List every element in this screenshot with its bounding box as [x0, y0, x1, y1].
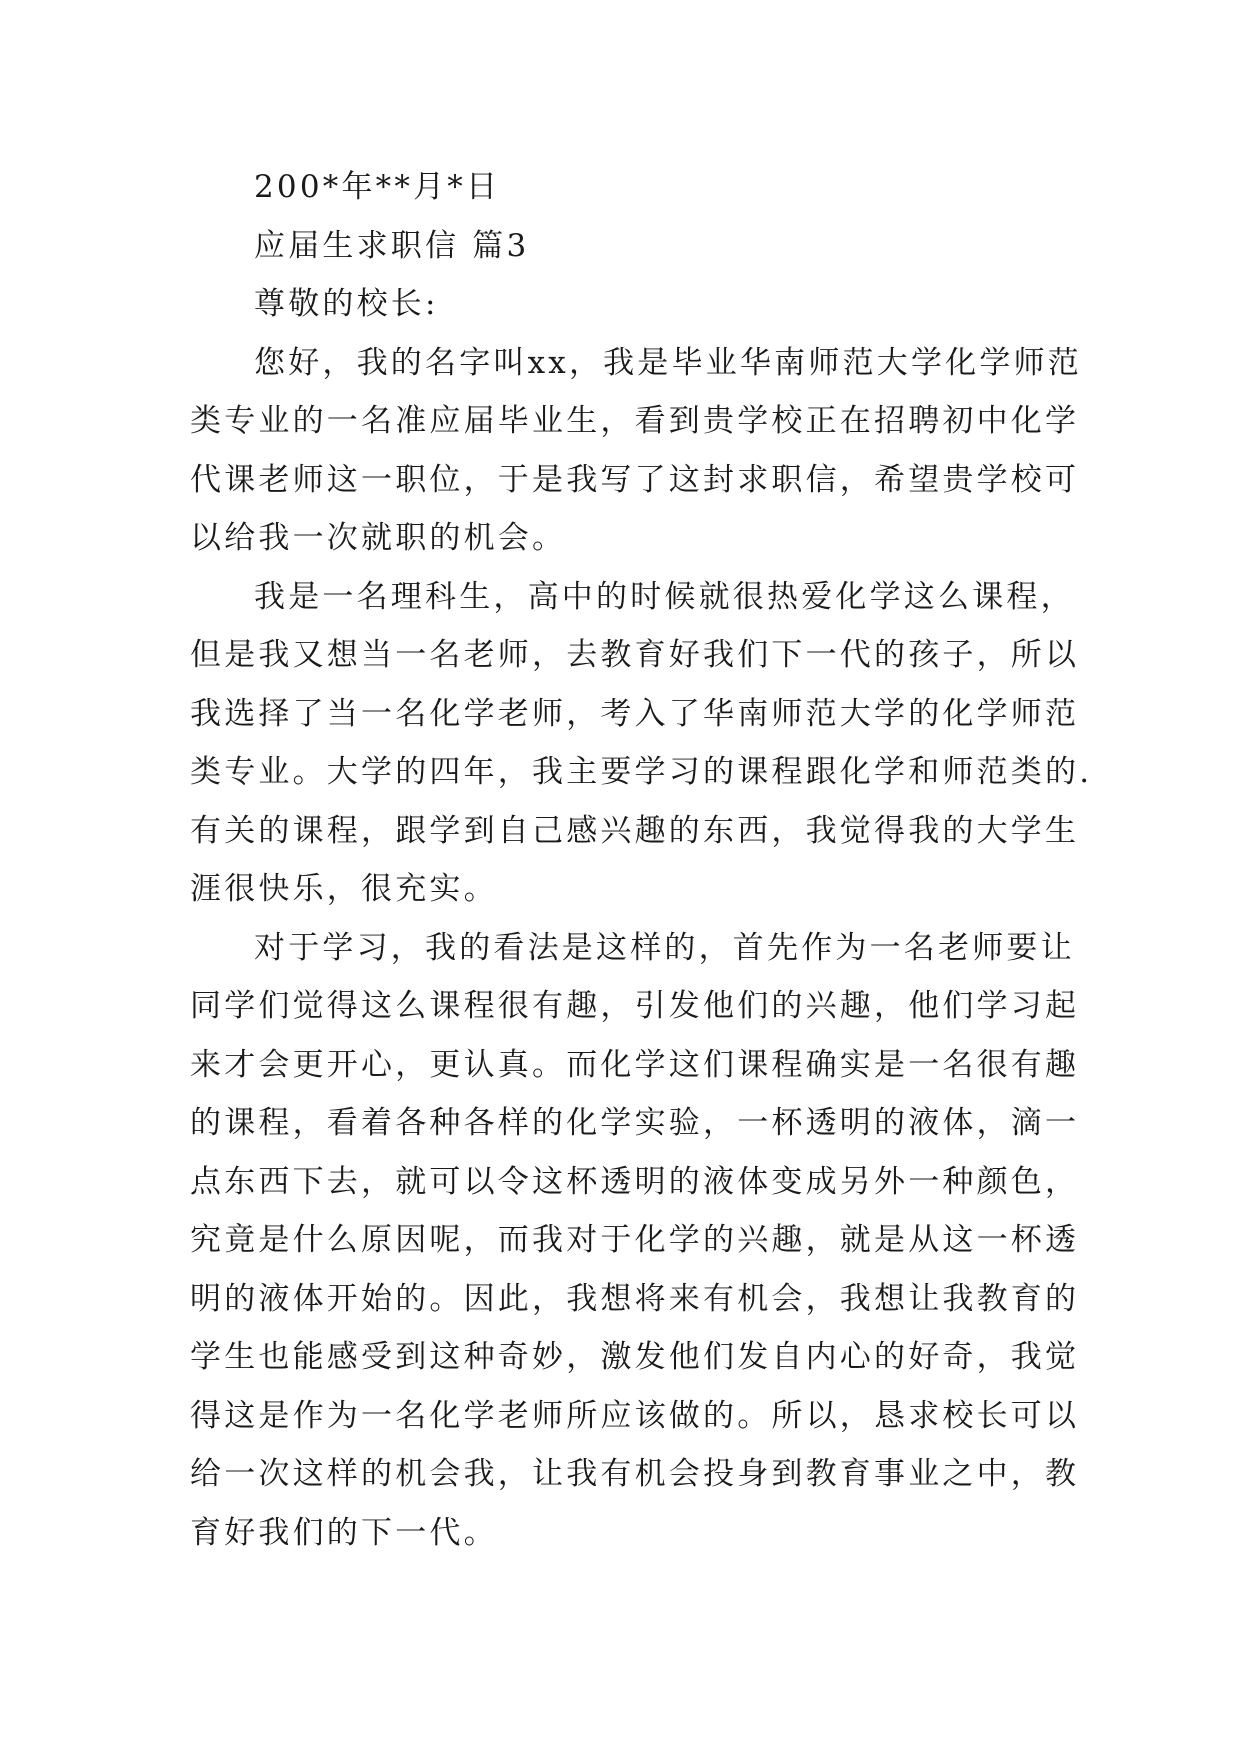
paragraph-3-line: 育好我们的下一代。: [190, 1514, 498, 1551]
date-line: 200*年**月*日: [254, 169, 501, 205]
paragraph-2-line: 我选择了当一名化学老师，考入了华南师范大学的化学师范: [190, 695, 1080, 732]
paragraph-3-line: 究竟是什么原因呢，而我对于化学的兴趣，就是从这一杯透: [190, 1222, 1080, 1258]
paragraph-3-line: 明的液体开始的。因此，我想将来有机会，我想让我教育的: [190, 1280, 1080, 1317]
paragraph-3-line: 给一次这样的机会我，让我有机会投身到教育事业之中，教: [190, 1456, 1080, 1492]
salutation: 尊敬的校长:: [254, 286, 439, 322]
paragraph-2-line: 涯很快乐，很充实。: [190, 871, 498, 907]
paragraph-1-line: 类专业的一名准应届毕业生，看到贵学校正在招聘初中化学: [190, 403, 1080, 439]
paragraph-2-line: 但是我又想当一名老师，去教育好我们下一代的孩子，所以: [190, 637, 1080, 673]
paragraph-2-line: 有关的课程，跟学到自己感兴趣的东西，我觉得我的大学生: [190, 812, 1080, 849]
paragraph-3-line: 学生也能感受到这种奇妙，激发他们发自内心的好奇，我觉: [190, 1339, 1080, 1375]
letter-title: 应届生求职信 篇3: [254, 227, 530, 264]
paragraph-2-line: 我是一名理科生，高中的时候就很热爱化学这么课程，: [254, 578, 1075, 615]
paragraph-2-line: 类专业。大学的四年，我主要学习的课程跟化学和师范类的.: [190, 754, 1093, 790]
paragraph-3-line: 来才会更开心，更认真。而化学这们课程确实是一名很有趣: [190, 1046, 1080, 1083]
paragraph-3-line: 得这是作为一名化学老师所应该做的。所以，恳求校长可以: [190, 1397, 1080, 1434]
paragraph-3-line: 点东西下去，就可以令这杯透明的液体变成另外一种颜色，: [190, 1163, 1080, 1200]
paragraph-3-line: 同学们觉得这么课程很有趣，引发他们的兴趣，他们学习起: [190, 988, 1080, 1024]
letter-body: [190, 158, 1093, 1562]
paragraph-1-line: 代课老师这一职位，于是我写了这封求职信，希望贵学校可: [190, 461, 1080, 498]
paragraph-1-line: 您好，我的名字叫xx，我是毕业华南师范大学化学师范: [254, 344, 1082, 381]
paragraph-1-line: 以给我一次就职的机会。: [190, 520, 567, 556]
paragraph-3-line: 对于学习，我的看法是这样的，首先作为一名老师要让: [254, 929, 1075, 966]
paragraph-3-line: 的课程，看着各种各样的化学实验，一杯透明的液体，滴一: [190, 1105, 1080, 1141]
